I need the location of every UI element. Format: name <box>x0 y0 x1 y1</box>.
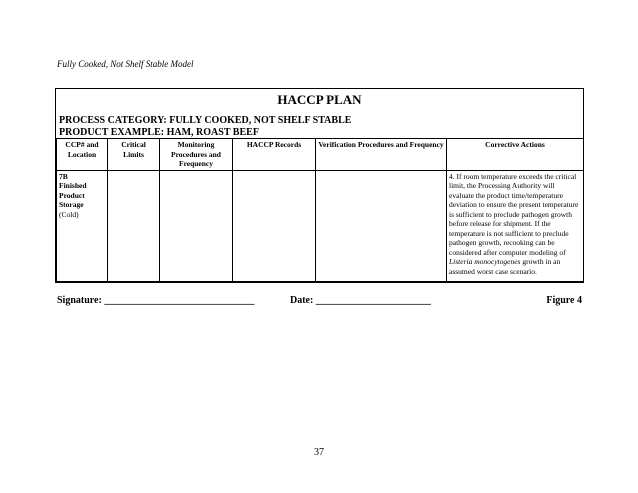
corrective-text-1: 4. If room temperature exceeds the critical limit, the Processing Authority will evaluate the product time/temperature deviation to ensure the present temperature is sufficient to preclude pathogen growth before release for shipment. If the temperature is not sufficient to preclude pathogen growth, recooking can be considered after computer modeling of <box>449 171 579 257</box>
header-records: HACCP Records <box>233 139 316 171</box>
table-row <box>57 170 584 282</box>
cell-ccp <box>57 170 108 282</box>
cell-records <box>233 170 316 282</box>
cell-corrective-actions <box>447 170 584 282</box>
cell-monitoring <box>160 170 233 282</box>
ccp-line-finished: Finished <box>59 181 87 190</box>
header-ccp: CCP# and Location <box>57 139 108 171</box>
haccp-plan-box <box>55 88 584 283</box>
haccp-table <box>56 138 584 282</box>
ccp-line-storage: Storage <box>59 200 84 209</box>
ccp-line-cold: (Cold) <box>59 209 79 219</box>
table-header-row <box>57 139 584 171</box>
plan-title: HACCP PLAN <box>277 92 362 107</box>
model-title: Fully Cooked, Not Shelf Stable Model <box>57 59 194 69</box>
corrective-italic-monocytogenes: monocytogenes <box>474 257 521 266</box>
header-critical-limits: Critical Limits <box>108 139 160 171</box>
ccp-line-product: Product <box>59 190 85 200</box>
header-monitoring: Monitoring Procedures and Frequency <box>160 139 233 171</box>
corrective-italic-listeria: Listeria <box>449 257 473 266</box>
corrective-text-2: growth in an assumed worst case scenario. <box>449 257 561 276</box>
cell-verification <box>316 170 447 282</box>
header-corrective-actions: Corrective Actions <box>447 139 584 171</box>
ccp-number: 7B <box>59 171 68 181</box>
date-line: Date: _______________________ <box>290 295 431 306</box>
product-example: PRODUCT EXAMPLE: HAM, ROAST BEEF <box>59 127 259 138</box>
cell-critical-limits <box>108 170 160 282</box>
process-category: PROCESS CATEGORY: FULLY COOKED, NOT SHELF STABLE <box>59 115 352 126</box>
signature-line: Signature: ______________________________ <box>57 295 255 306</box>
figure-label: Figure 4 <box>546 295 582 306</box>
page-number: 37 <box>314 447 324 458</box>
header-verification: Verification Procedures and Frequency <box>316 139 447 171</box>
